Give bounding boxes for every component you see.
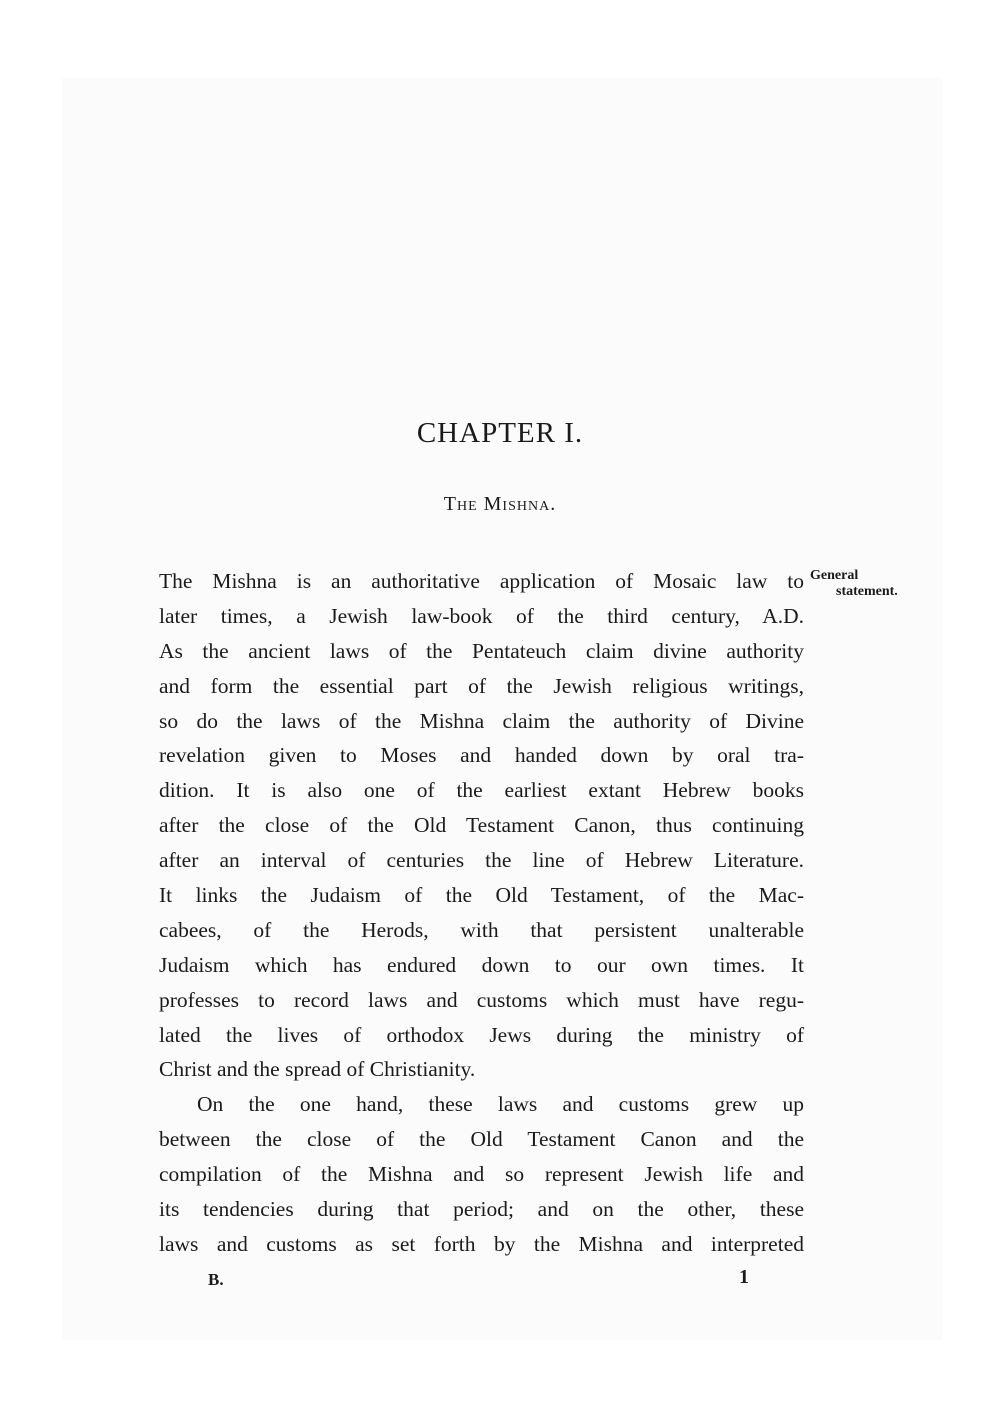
paragraph-2: [159, 1087, 804, 1261]
section-title: The Mishna.: [443, 493, 557, 515]
body-text: [159, 564, 804, 1262]
text-line: It links the Judaism of the Old Testament, of the Mac-: [159, 883, 804, 908]
text-line: professes to record laws and customs which must have regu-: [159, 987, 804, 1012]
text-line: between the close of the Old Testament Canon and the: [159, 1127, 804, 1152]
signature-mark: B.: [208, 1270, 224, 1289]
text-line: later times, a Jewish law-book of the third century, A.D.: [159, 603, 804, 628]
text-line: lated the lives of orthodox Jews during the ministry of: [159, 1022, 804, 1047]
text-line: after the close of the Old Testament Canon, thus continuing: [159, 813, 804, 838]
paragraph-1: [159, 564, 804, 1087]
chapter-title: CHAPTER I.: [416, 417, 584, 449]
text-line: On the one hand, these laws and customs grew up: [197, 1092, 804, 1117]
text-line: revelation given to Moses and handed down by oral tra-: [159, 743, 804, 768]
margin-note-line: statement.: [836, 584, 898, 599]
text-line: cabees, of the Herods, with that persistent unalterable: [159, 917, 804, 942]
margin-note-line: General: [810, 568, 859, 583]
text-line: laws and customs as set forth by the Mishna and interpreted: [159, 1231, 804, 1256]
margin-note: [810, 568, 910, 600]
page-number: 1: [739, 1266, 749, 1288]
text-line: Judaism which has endured down to our own times. It: [159, 952, 804, 977]
text-line: compilation of the Mishna and so represent Jewish life and: [159, 1162, 804, 1187]
text-line: The Mishna is an authoritative application of Mosaic law to: [159, 569, 804, 593]
text-line: As the ancient laws of the Pentateuch claim divine authority: [159, 638, 804, 663]
text-line: after an interval of centuries the line of Hebrew Literature.: [159, 848, 804, 873]
text-line: Christ and the spread of Christianity.: [159, 1057, 476, 1082]
text-line: so do the laws of the Mishna claim the authority of Divine: [159, 708, 804, 733]
text-line: dition. It is also one of the earliest extant Hebrew books: [159, 778, 804, 803]
text-line: and form the essential part of the Jewish religious writings,: [159, 673, 804, 698]
text-line: its tendencies during that period; and on the other, these: [159, 1197, 804, 1222]
